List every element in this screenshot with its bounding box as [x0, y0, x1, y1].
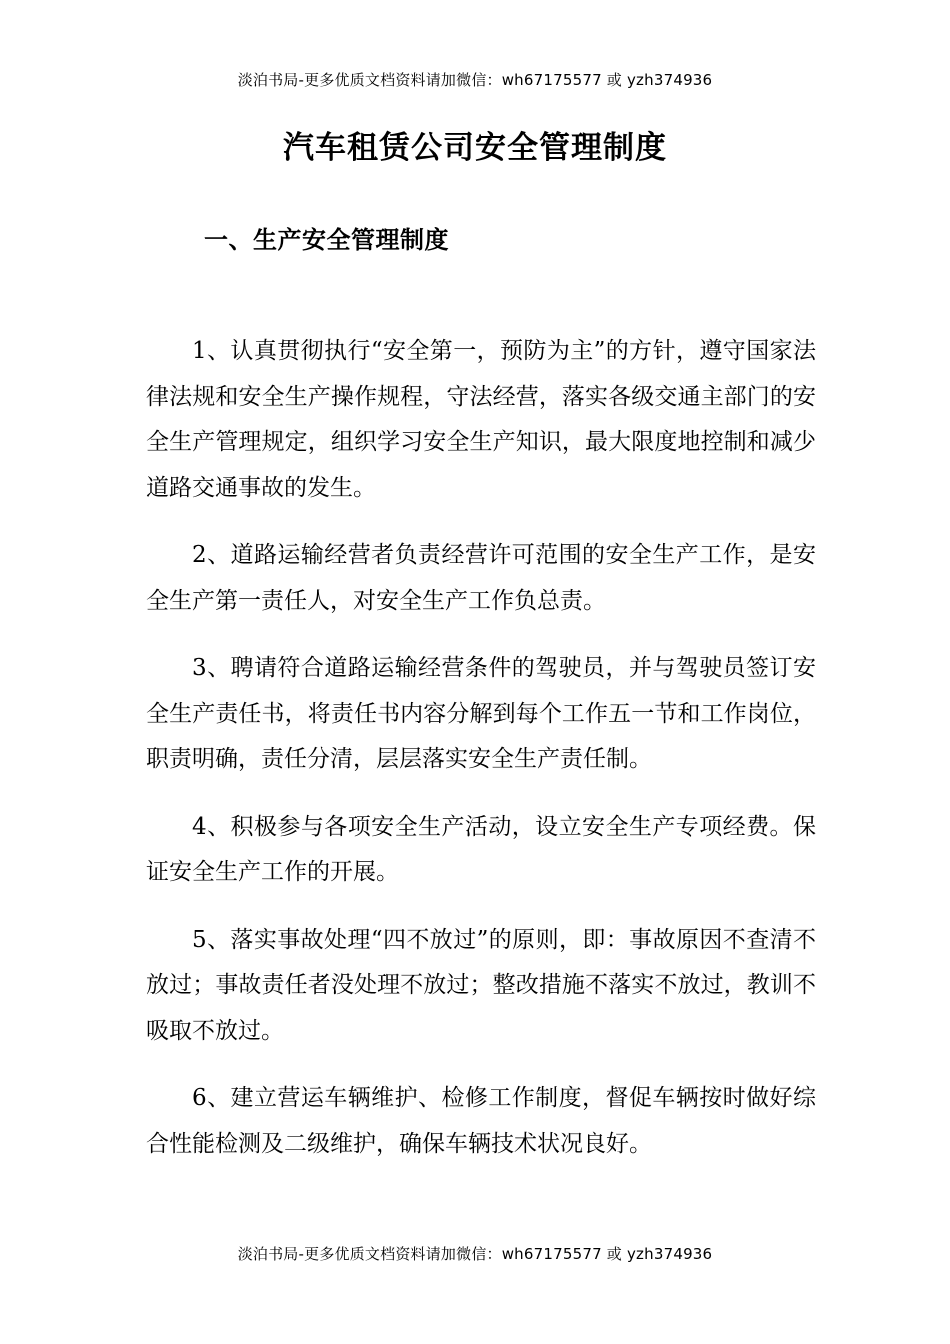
document-title: 汽车租赁公司安全管理制度	[283, 130, 667, 166]
paragraph-2: 2、道路运输经营者负责经营许可范围的安全生产工作，是安全生产第一责任人，对安全生产工作负总责。	[146, 542, 816, 614]
document-body	[146, 329, 816, 1189]
paragraph-3: 3、聘请符合道路运输经营条件的驾驶员，并与驾驶员签订安全生产责任书，将责任书内容分解到每个工作五一节和工作岗位，职责明确，责任分清，层层落实安全生产责任制。	[146, 655, 816, 772]
paragraph-5: 5、落实事故处理“四不放过”的原则，即：事故原因不查清不放过；事故责任者没处理不放过；整改措施不落实不放过，教训不吸取不放过。	[146, 926, 816, 1044]
page-footer: 淡泊书局-更多优质文档资料请加微信：wh67175577 或 yzh374936	[237, 1245, 713, 1263]
paragraph-4: 4、积极参与各项安全生产活动，设立安全生产专项经费。保证安全生产工作的开展。	[146, 813, 816, 885]
page-header: 淡泊书局-更多优质文档资料请加微信：wh67175577 或 yzh374936	[237, 71, 713, 89]
section-heading: 一、生产安全管理制度	[204, 226, 449, 254]
paragraph-6: 6、建立营运车辆维护、检修工作制度，督促车辆按时做好综合性能检测及二级维护，确保车辆技术状况良好。	[146, 1085, 816, 1157]
paragraph-1: 1、认真贯彻执行“安全第一，预防为主”的方针，遵守国家法律法规和安全生产操作规程，守法经营，落实各级交通主部门的安全生产管理规定，组织学习安全生产知识，最大限度地控制和减少道路交通事故的发生。	[146, 338, 816, 501]
